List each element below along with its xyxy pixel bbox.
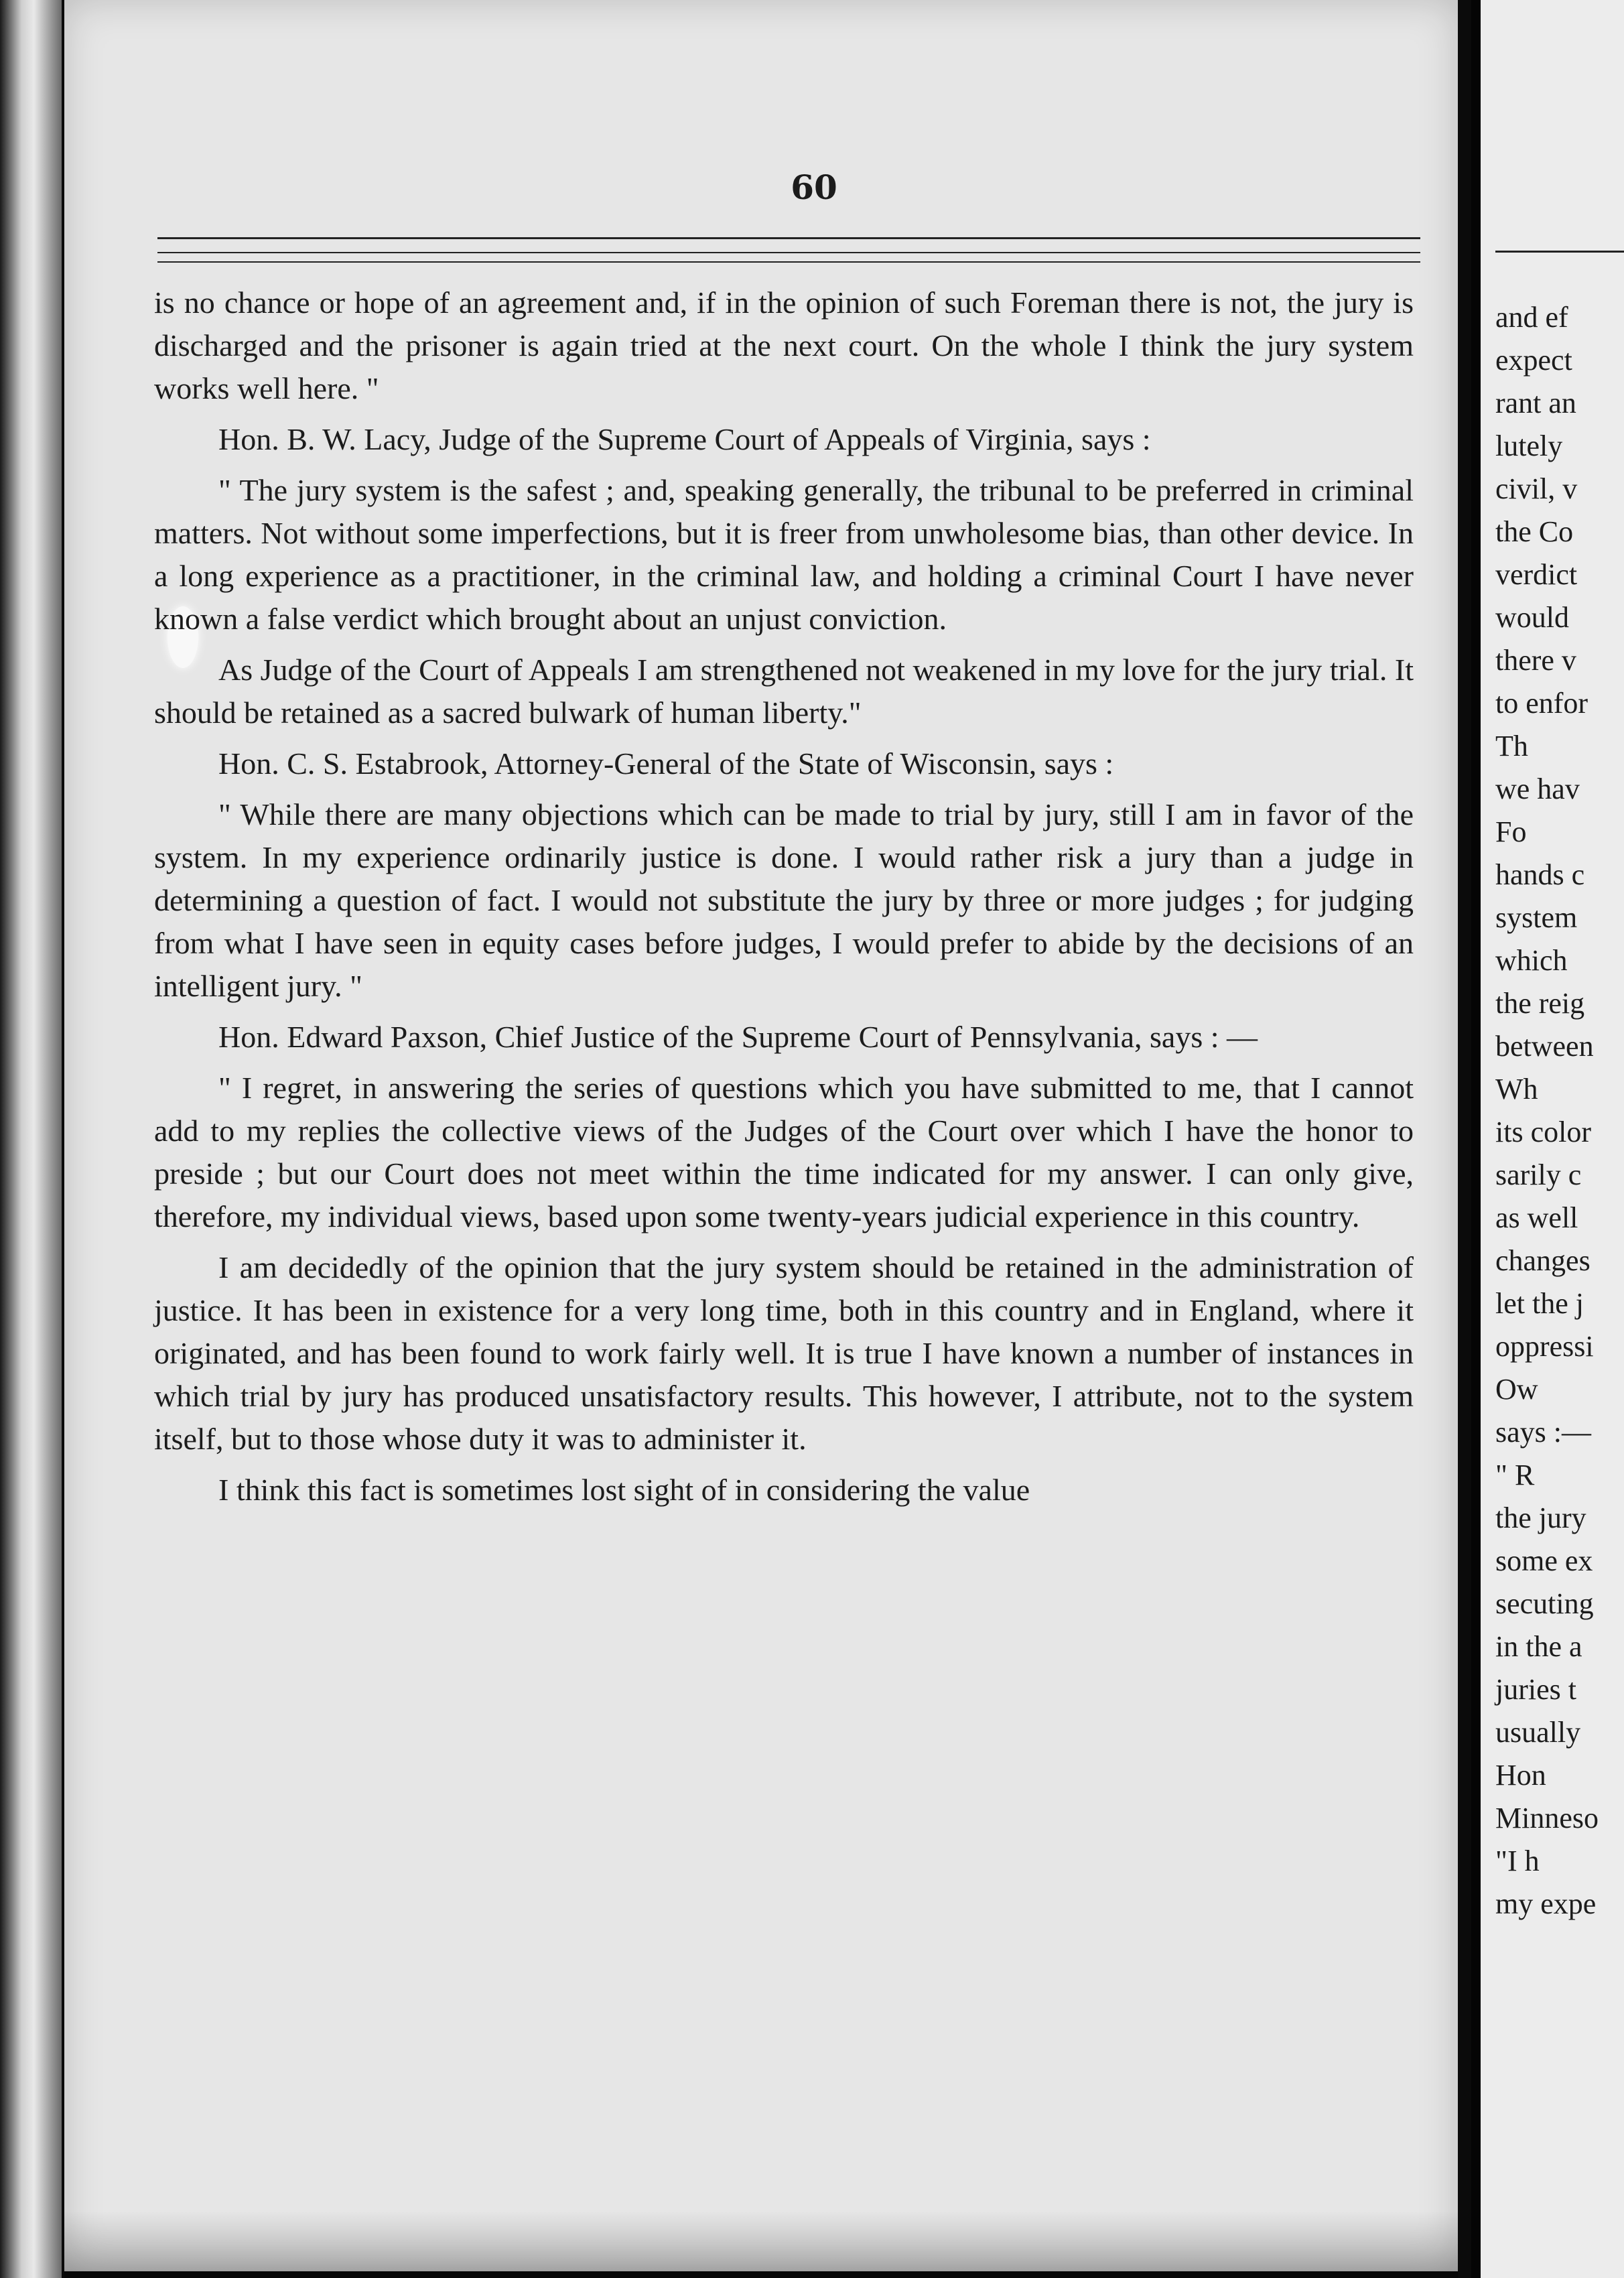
adjacent-line-fragment: which xyxy=(1495,944,1568,977)
adjacent-line-fragment: changes xyxy=(1495,1244,1591,1277)
header-rule xyxy=(157,261,1420,263)
adjacent-line-fragment: and ef xyxy=(1495,301,1568,334)
adjacent-line-fragment: there v xyxy=(1495,644,1576,677)
page-bottom-shadow xyxy=(64,2211,1458,2278)
adjacent-line-fragment: my expe xyxy=(1495,1887,1597,1920)
page-number: 60 xyxy=(791,168,837,207)
adjacent-page xyxy=(1471,0,1624,2278)
body-text xyxy=(154,281,1414,1520)
adjacent-page-text xyxy=(1495,296,1624,1926)
adjacent-line-fragment: says :— xyxy=(1495,1416,1591,1449)
adjacent-line-fragment: Fo xyxy=(1495,815,1527,848)
adjacent-line-fragment: expect xyxy=(1495,344,1572,377)
adjacent-line-fragment: juries t xyxy=(1495,1673,1576,1706)
paragraph: Hon. C. S. Estabrook, Attorney-General of the State of Wisconsin, says : xyxy=(218,746,1114,781)
adjacent-line-fragment: Minneso xyxy=(1495,1802,1599,1834)
adjacent-line-fragment: oppressi xyxy=(1495,1330,1594,1363)
paragraph: is no chance or hope of an agreement and, if in the opinion of such Foreman there is not, the jury is discharged and the prisoner is again tried at the next court. On the whole I think the jury system works well here. " xyxy=(154,285,1414,405)
adjacent-line-fragment: sarily c xyxy=(1495,1158,1582,1191)
paragraph: " While there are many objections which can be made to trial by jury, still I am in favor of the system. In my experience ordinarily justice is done. I would rather risk a jury than a judge in determining a question of fact. I would not substitute the jury by three or more judges ; for judging from what I have seen in equity cases before judges, I would prefer to abide by the decisions of an intelligent jury. " xyxy=(154,797,1414,1003)
adjacent-line-fragment: the reig xyxy=(1495,987,1585,1020)
adjacent-line-fragment: " R xyxy=(1495,1459,1535,1491)
paragraph: " I regret, in answering the series of questions which you have submitted to me, that I cannot add to my replies the collective views of the Judges of the Court over which I have the honor to preside ; but our Court does not meet within the time indicated for my answer. I can only give, therefore, my individual views, based upon some twenty-years judicial experience in this country. xyxy=(154,1071,1414,1233)
header-rule xyxy=(157,252,1420,253)
adjacent-line-fragment: lutely xyxy=(1495,429,1563,462)
adjacent-line-fragment: Th xyxy=(1495,730,1528,762)
adjacent-line-fragment: the jury xyxy=(1495,1501,1586,1534)
adjacent-line-fragment: we hav xyxy=(1495,773,1580,805)
adjacent-line-fragment: as well xyxy=(1495,1201,1578,1234)
left-binding-edge xyxy=(0,0,62,2278)
adjacent-line-fragment: between xyxy=(1495,1030,1594,1063)
paragraph: Hon. Edward Paxson, Chief Justice of the Supreme Court of Pennsylvania, says : — xyxy=(218,1020,1258,1054)
adjacent-line-fragment: Wh xyxy=(1495,1073,1538,1106)
adjacent-line-fragment: usually xyxy=(1495,1716,1581,1749)
adjacent-line-fragment: Ow xyxy=(1495,1373,1538,1406)
adjacent-line-fragment: in the a xyxy=(1495,1630,1582,1663)
adjacent-line-fragment: hands c xyxy=(1495,858,1585,891)
adjacent-line-fragment: would xyxy=(1495,601,1569,634)
paragraph: I am decidedly of the opinion that the jury system should be retained in the administration of justice. It has been in existence for a very long time, both in this country and in England, where it originated, and has been found to work fairly well. It is true I have known a number of instances in which trial by jury has produced unsatisfactory results. This however, I attribute, not to the system itself, but to those whose duty it was to administer it. xyxy=(154,1250,1414,1456)
adjacent-line-fragment: verdict xyxy=(1495,558,1578,591)
adjacent-line-fragment: let the j xyxy=(1495,1287,1584,1320)
adjacent-line-fragment: to enfor xyxy=(1495,687,1588,720)
adjacent-line-fragment: its color xyxy=(1495,1116,1591,1148)
paragraph: Hon. B. W. Lacy, Judge of the Supreme Court of Appeals of Virginia, says : xyxy=(218,422,1151,456)
adjacent-header-rule xyxy=(1495,251,1624,253)
paragraph: " The jury system is the safest ; and, speaking generally, the tribunal to be preferred in criminal matters. Not without some imperfections, but it is freer from unwholesome bias, than other device. In a long experience as a practitioner, in the criminal law, and holding a criminal Court I have never known a false verdict which brought about an unjust conviction. xyxy=(154,473,1414,636)
header-rule xyxy=(157,237,1420,239)
adjacent-line-fragment: Hon xyxy=(1495,1759,1546,1792)
paragraph: As Judge of the Court of Appeals I am strengthened not weakened in my love for the jury trial. It should be retained as a sacred bulwark of human liberty." xyxy=(154,653,1414,730)
adjacent-line-fragment: rant an xyxy=(1495,387,1576,419)
adjacent-line-fragment: civil, v xyxy=(1495,472,1578,505)
adjacent-line-fragment: the Co xyxy=(1495,515,1574,548)
adjacent-line-fragment: secuting xyxy=(1495,1587,1594,1620)
adjacent-line-fragment: "I h xyxy=(1495,1845,1540,1877)
paragraph: I think this fact is sometimes lost sight of in considering the value xyxy=(218,1473,1030,1507)
adjacent-line-fragment: system xyxy=(1495,901,1578,934)
adjacent-line-fragment: some ex xyxy=(1495,1544,1593,1577)
